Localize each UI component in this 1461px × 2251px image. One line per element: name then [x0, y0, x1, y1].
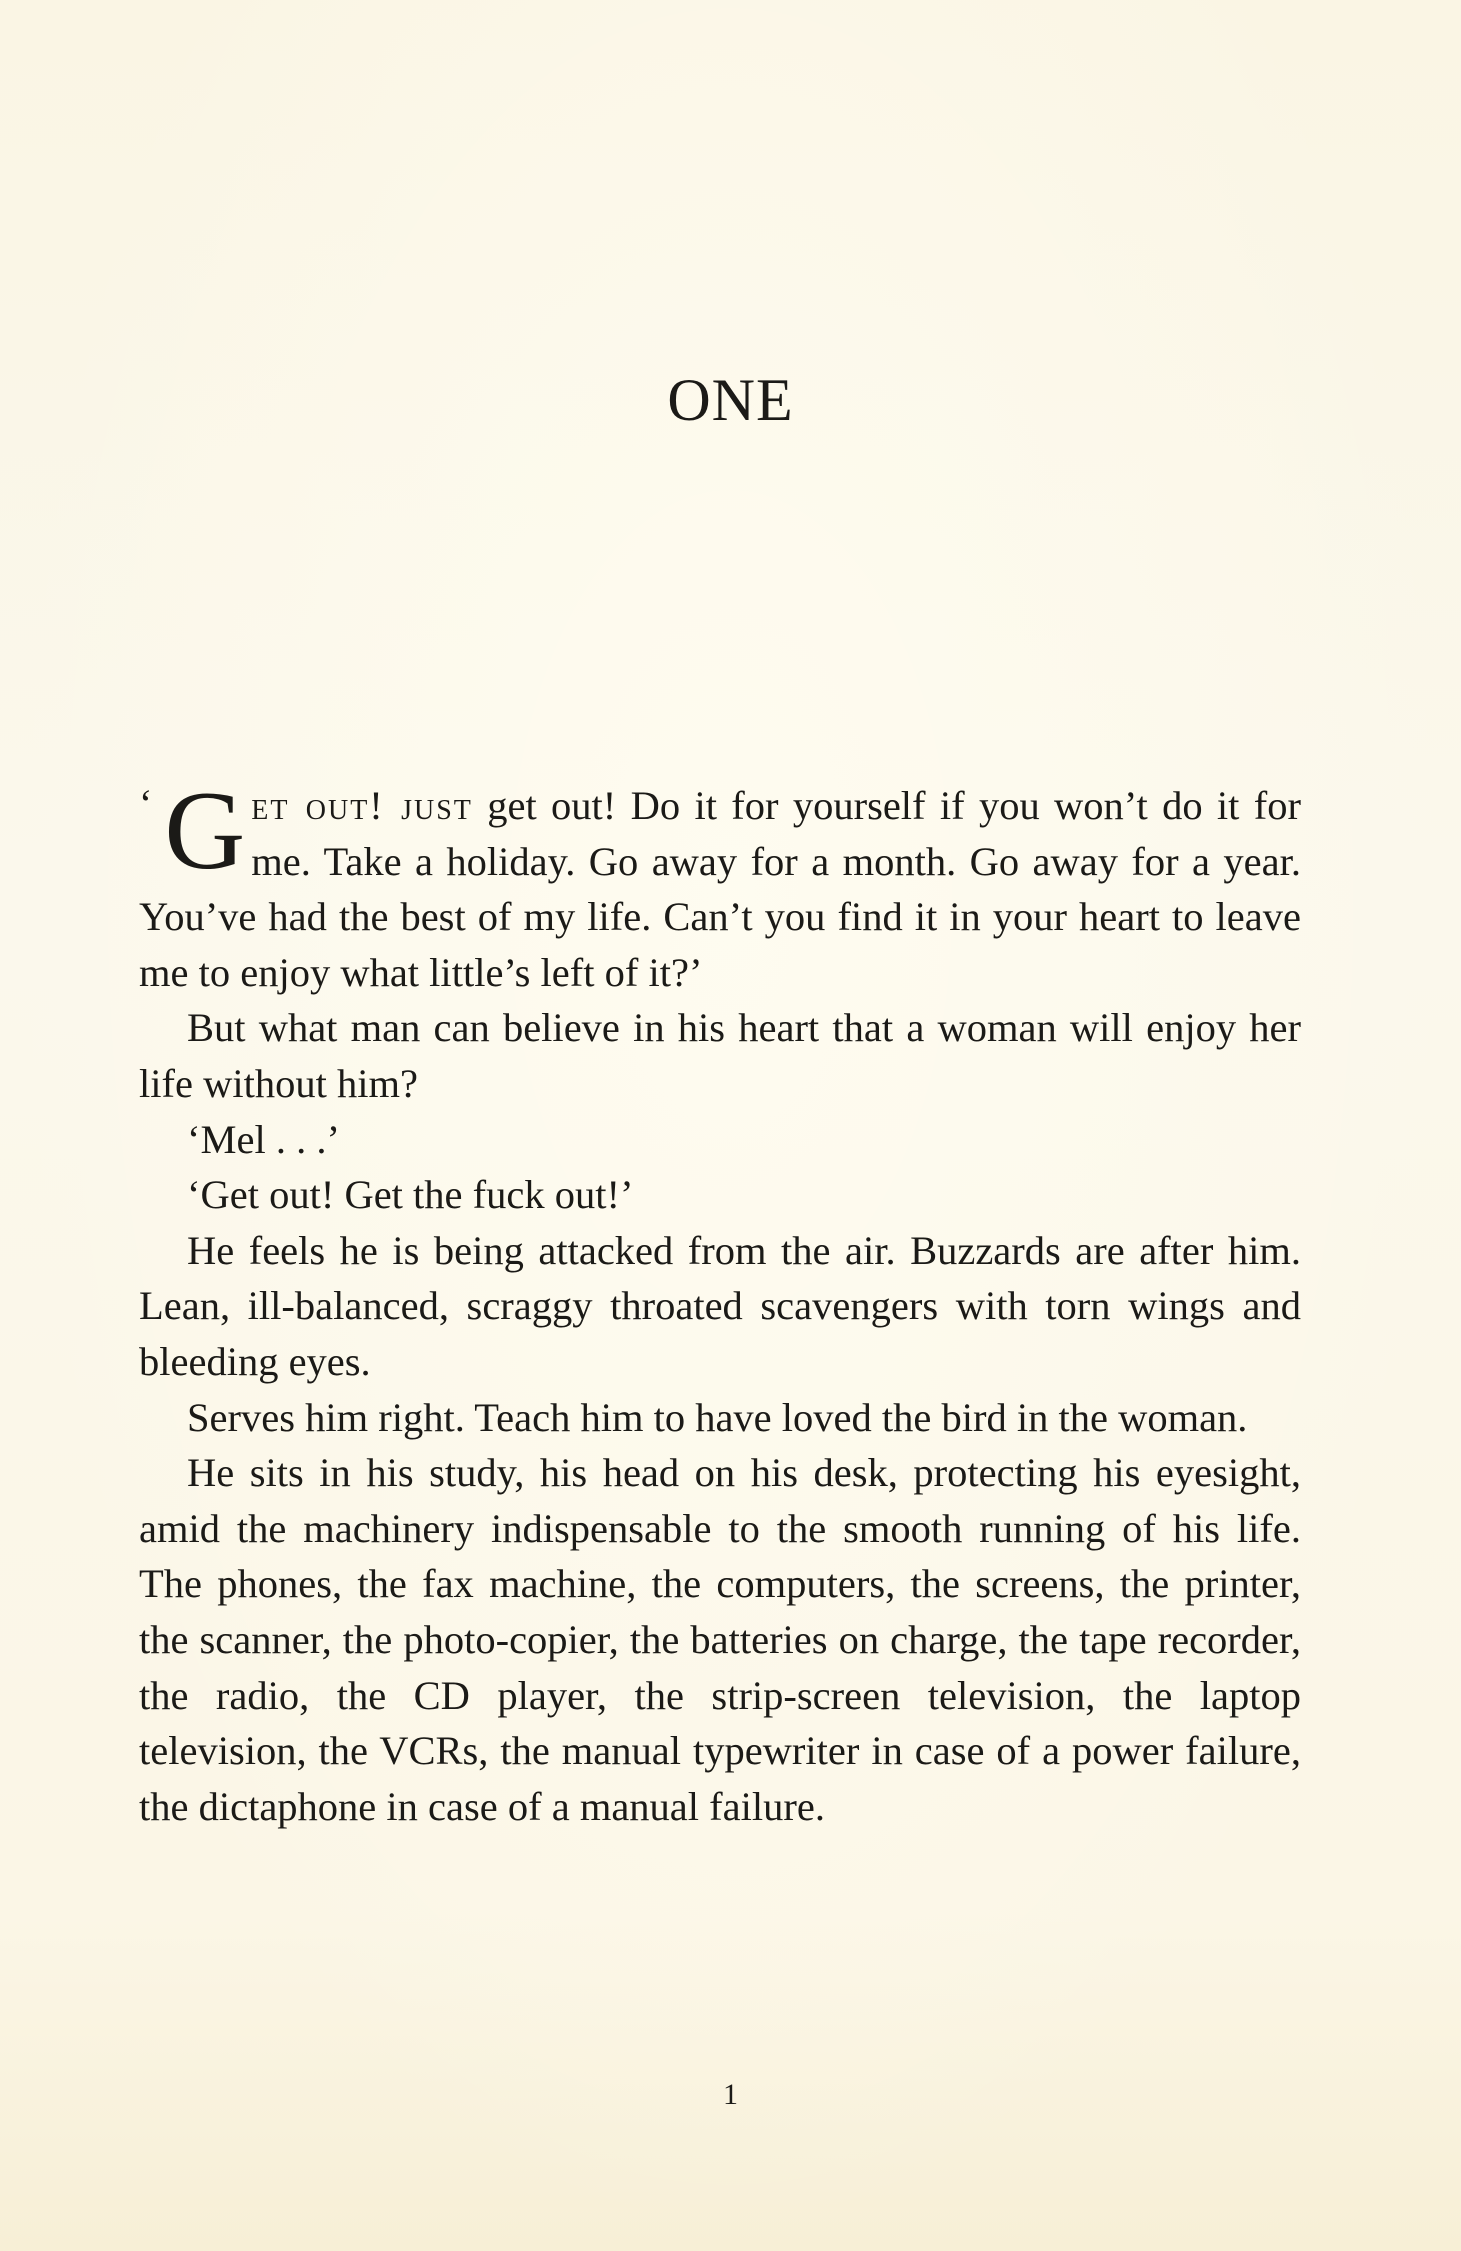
opening-quote-mark: ‘ [139, 781, 153, 826]
small-caps-lead: et out! just [251, 783, 473, 828]
opening-paragraph [139, 769, 1301, 1000]
paragraph: ‘Mel . . .’ [187, 1116, 340, 1162]
paragraph: ‘Get out! Get the fuck out!’ [187, 1172, 634, 1218]
drop-cap: G [164, 769, 246, 893]
paragraph: But what man can believe in his heart that a woman will enjoy her life without him? [139, 1005, 1301, 1106]
paragraph: He feels he is being attacked from the air. Buzzards are after him. Lean, ill-balanced, scraggy throated scavengers with torn wings and bleeding eyes. [139, 1227, 1301, 1384]
chapter-title: ONE [667, 367, 794, 434]
body-text [139, 769, 1301, 1834]
paragraph: Serves him right. Teach him to have loved the bird in the woman. [187, 1394, 1248, 1440]
opening-paragraph-text: get out! Do it for yourself if you won’t do it for me. Take a holiday. Go away for a month. Go away for a year. You’ve had the best of my life. Can’t you find it in your heart to leave me to enjoy what little’s left of it?’ [139, 783, 1301, 995]
paragraph: He sits in his study, his head on his desk, protecting his eyesight, amid the machinery indispensable to the smooth running of his life. The phones, the fax machine, the computers, the screens, the printer, the scanner, the photo-copier, the batteries on charge, the tape recorder, the radio, the CD player, the strip-screen television, the laptop television, the VCRs, the manual typewriter in case of a power failure, the dictaphone in case of a manual failure. [139, 1450, 1301, 1829]
page-number: 1 [723, 2078, 738, 2111]
